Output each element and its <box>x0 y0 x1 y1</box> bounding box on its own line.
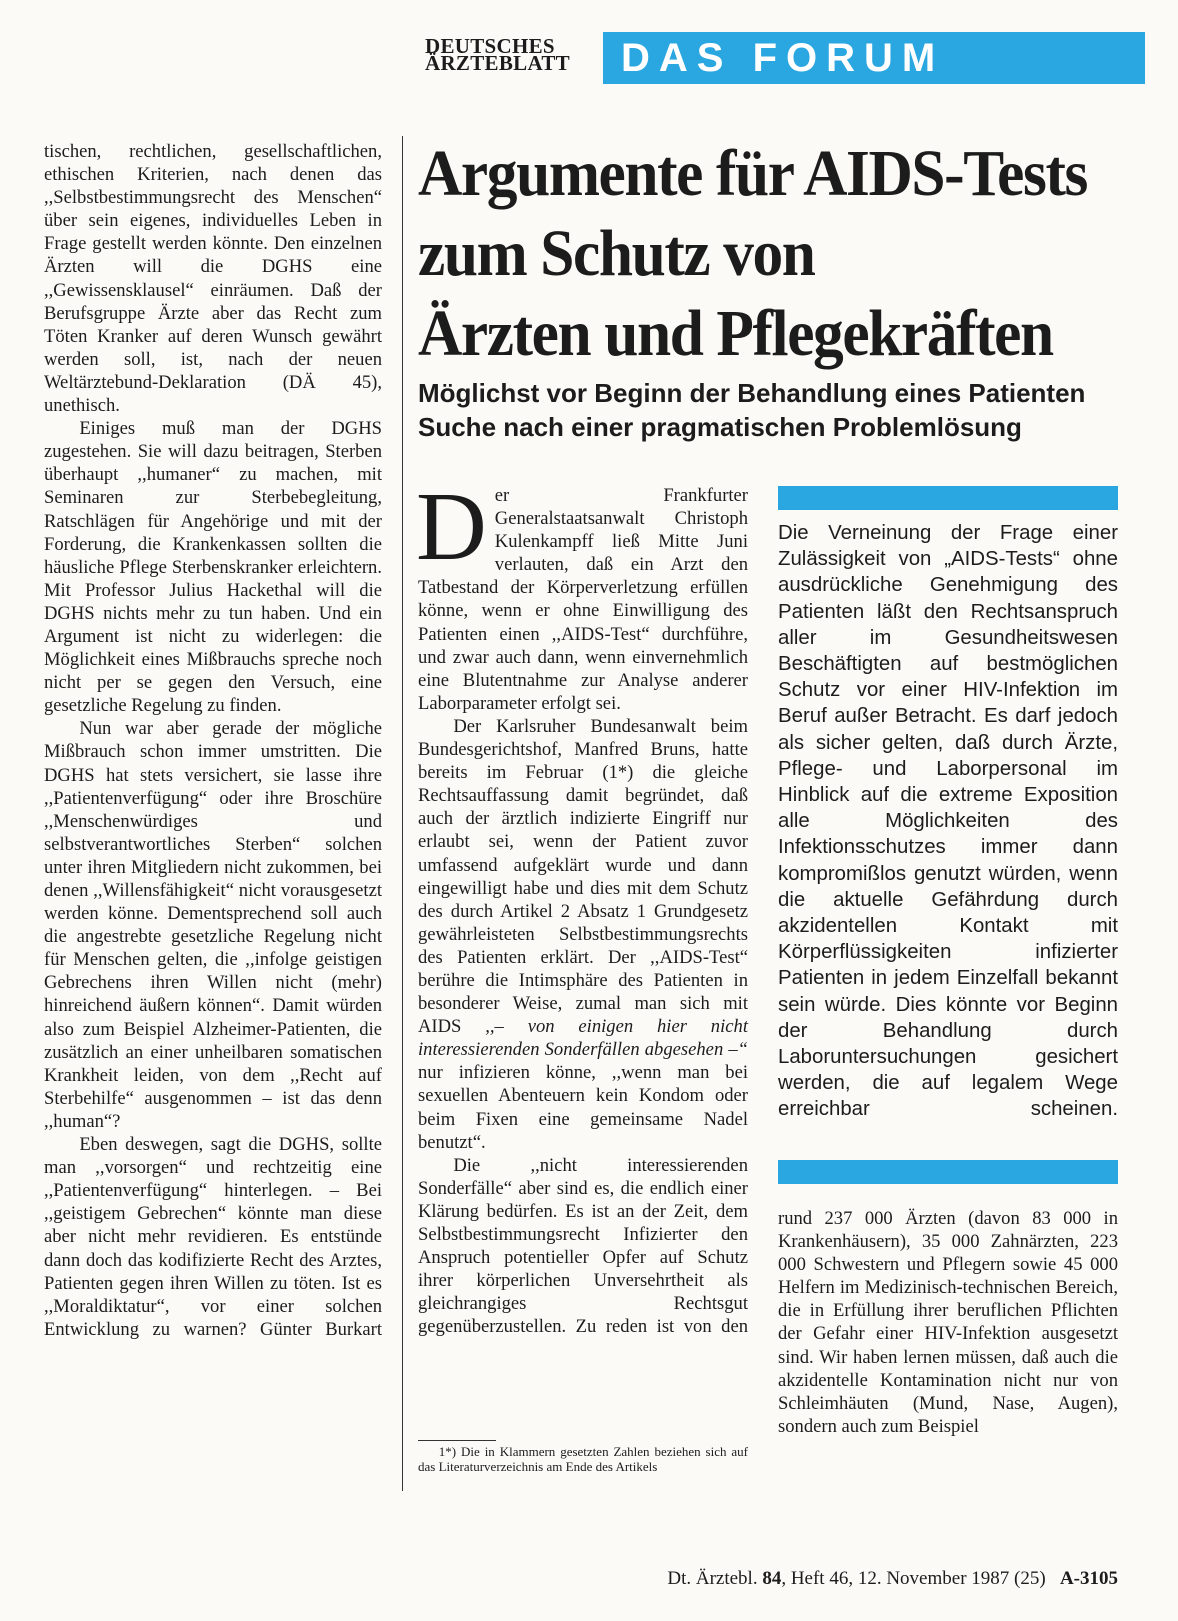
col1-paragraph: Eben deswegen, sagt die DGHS, sollte man ,,vorsorgen“ und rechtzeitig eine ,,Patientenverfügung“ hinterlegen. – Bei ,,geistigem Gebrechen“ könnte man diese aber nicht mehr revidieren. Es entstünde dann doch das kodifizierte Recht des Arztes, Patienten gegen ihren Willen zu töten. Ist es ,,Moraldiktatur“, vor einer solchen Entwicklung zu warnen? Günter Burkart <box>44 1134 382 1340</box>
logo-line-2: ÄRZTEBLATT <box>425 51 570 75</box>
body-paragraph: Die ,,nicht interessierenden Sonderfälle“ aber sind es, die endlich einer Klärung bedürfen. Es ist an der Zeit, dem Selbstbestimmungsrecht Infizierter den Anspruch potentieller Opfer auf Schutz ihrer körperlichen Unversehrtheit als gleichrangiges Rechtsgut gegenüberzustellen. Zu reden ist von den <box>418 1154 748 1338</box>
paragraph-text: Der Karlsruher Bundesanwalt beim Bundesgerichtshof, Manfred Bruns, hatte bereits im Februar (1*) die gleiche Rechtsauffassung damit begründet, daß auch der ärztlich indizierte Eingriff nur erlaubt sei, wenn der Patient zuvor umfassend aufgeklärt wurde und dann eingewilligt habe und dies mit dem Schutz des durch Artikel 2 Absatz 1 Grundgesetz gewährleisteten Selbstbestimmungsrechts des Patienten erklärt. Der ,,AIDS-Test“ berühre die Intimsphäre des Patienten in besonderer Weise, zumal man sich mit AIDS <box>418 715 748 1038</box>
logo-line-1: DEUTSCHES <box>425 34 555 58</box>
title-line: Ärzten und Pflegekräften <box>418 297 1053 370</box>
paragraph-text: er Frankfurter Generalstaatsanwalt Christoph Kulenkampff ließ Mitte Juni verlauten, daß ein Arzt den Tatbestand der Körperverletzung erfüllen könne, wenn er ohne Einwilligung des Patienten einen ,,AIDS-Test“ durchführe, und zwar auch dann, wenn einvernehmlich eine Blutentnahme zur Analyse anderer Laborparameter erfolgt sei. <box>418 485 748 714</box>
col1-paragraph: tischen, rechtlichen, gesellschaftlichen, ethischen Kriterien, nach denen das ,,Selbstbestimmungsrecht des Menschen“ über sein eigenes, individuelles Leben in Frage gestellt werden könnte. Den einzelnen Ärzten will die DGHS eine ,,Gewissensklausel“ einräumen. Daß der Berufsgruppe Ärzte aber das Recht zum Töten Kranker auf deren Wunsch gewährt werden soll, ist, nach der neuen Weltärztebund-Deklaration (DÄ 45), unethisch. <box>44 141 382 417</box>
footer-volume: 84 <box>762 1568 782 1589</box>
article-subtitle <box>418 376 1138 444</box>
page-footer <box>667 1568 1118 1590</box>
footer-issue: , Heft 46, 12. November 1987 (25) <box>781 1568 1046 1589</box>
paragraph-text: nur infizieren könne, ,,wenn man bei sexuellen Abenteuern kein Kondom oder beim Fixen eine gemeinsame Nadel benutzt“. <box>418 1062 748 1153</box>
left-column <box>44 140 382 1341</box>
section-title: DAS FORUM <box>621 36 945 80</box>
body-paragraph <box>418 715 748 1154</box>
title-line: zum Schutz von <box>418 217 815 290</box>
highlight-box-bottom-bar <box>778 1160 1118 1184</box>
page-number: A-3105 <box>1059 1568 1118 1589</box>
section-banner <box>603 32 1145 84</box>
body-paragraph <box>416 473 748 715</box>
column-divider <box>402 136 403 1491</box>
article-body <box>416 473 748 1338</box>
drop-cap: D <box>416 473 487 581</box>
footnote <box>418 1444 748 1474</box>
col1-paragraph: Nun war aber gerade der mögliche Mißbrauch schon immer umstritten. Die DGHS hat stets versichert, sie lasse ihre ,,Patientenverfügung“ oder ihre Broschüre ,,Menschenwürdiges und selbstverantwortliches Sterben“ solchen unter ihren Mitgliedern nicht zukommen, bei denen ,,Willensfähigkeit“ nicht vorausgesetzt werden könne. Dementsprechend soll auch die angestrebte gesetzliche Regelung nicht für Menschen gelten, die ,,infolge geistigen Gebrechens ihren Willen nicht (mehr) hinreichend äußern können“. Damit würden also zum Beispiel Alzheimer-Patienten, die zusätzlich an einer unheilbaren somatischen Krankheit leiden, von dem ,,Recht auf Sterbehilfe“ ausgenommen – ist das denn ,,human“? <box>44 718 382 1132</box>
right-column <box>778 1207 1118 1438</box>
journal-logo <box>425 34 595 75</box>
title-line: Argumente für AIDS-Tests <box>418 137 1088 210</box>
subtitle-line: Möglichst vor Beginn der Behandlung eines Patienten <box>418 378 1086 408</box>
quote-italic: ,,– von einigen hier nicht interessierenden Sonderfällen abgesehen –“ <box>418 1016 748 1061</box>
footnote-text: 1*) Die in Klammern gesetzten Zahlen beziehen sich auf das Literaturverzeichnis am Ende des Artikels <box>418 1444 748 1474</box>
highlight-box-text: Die Verneinung der Frage einer Zulässigkeit von „AIDS-Tests“ ohne ausdrückliche Genehmigung des Patienten läßt den Rechtsanspruch aller im Gesundheitswesen Beschäftigten auf bestmöglichen Schutz vor einer HIV-Infektion im Beruf außer Betracht. Es darf jedoch als sicher gelten, daß durch Ärzte, Pflege- und Laborpersonal im Hinblick auf die extreme Exposition alle Möglichkeiten des Infektionsschutzes immer dann kompromißlos genutzt würden, wenn die aktuelle Gefährdung durch akzidentellen Kontakt mit Körperflüssigkeiten infizierter Patienten in jedem Einzelfall bekannt sein würde. Dies könnte vor Beginn der Behandlung durch Laboruntersuchungen gesichert werden, die auf legalem Wege erreichbar scheinen. <box>778 522 1118 1121</box>
footnote-rule <box>418 1440 496 1441</box>
col1-paragraph: Einiges muß man der DGHS zugestehen. Sie will dazu beitragen, Sterben überhaupt ,,humaner“ zu machen, mit Seminaren zur Sterbebegleitung, Ratschlägen für Angehörige und mit der Forderung, die Krankenkassen sollten die häusliche Pflege Sterbenskranker erleichtern. Mit Professor Julius Hackethal will die DGHS nichts mehr zu tun haben. Und ein Argument ist nicht zu widerlegen: die Möglichkeit eines Mißbrauchs spreche noch nicht per se gegen den Versuch, eine gesetzliche Regelung zu finden. <box>44 418 382 717</box>
article-title <box>418 134 1088 374</box>
subtitle-line: Suche nach einer pragmatischen Problemlösung <box>418 412 1022 442</box>
highlight-box-top-bar <box>778 486 1118 510</box>
footer-journal: Dt. Ärztebl. <box>667 1568 758 1589</box>
col3-paragraph: rund 237 000 Ärzten (davon 83 000 in Krankenhäusern), 35 000 Zahnärzten, 223 000 Schwestern und Pflegern sowie 45 000 Helfern im Medizinisch-technischen Bereich, die in Erfüllung ihrer beruflichen Pflichten der Gefahr einer HIV-Infektion ausgesetzt sind. Wir haben lernen müssen, daß auch die akzidentelle Kontamination nicht nur von Schleimhäuten (Mund, Nase, Augen), sondern auch zum Beispiel <box>778 1208 1118 1437</box>
